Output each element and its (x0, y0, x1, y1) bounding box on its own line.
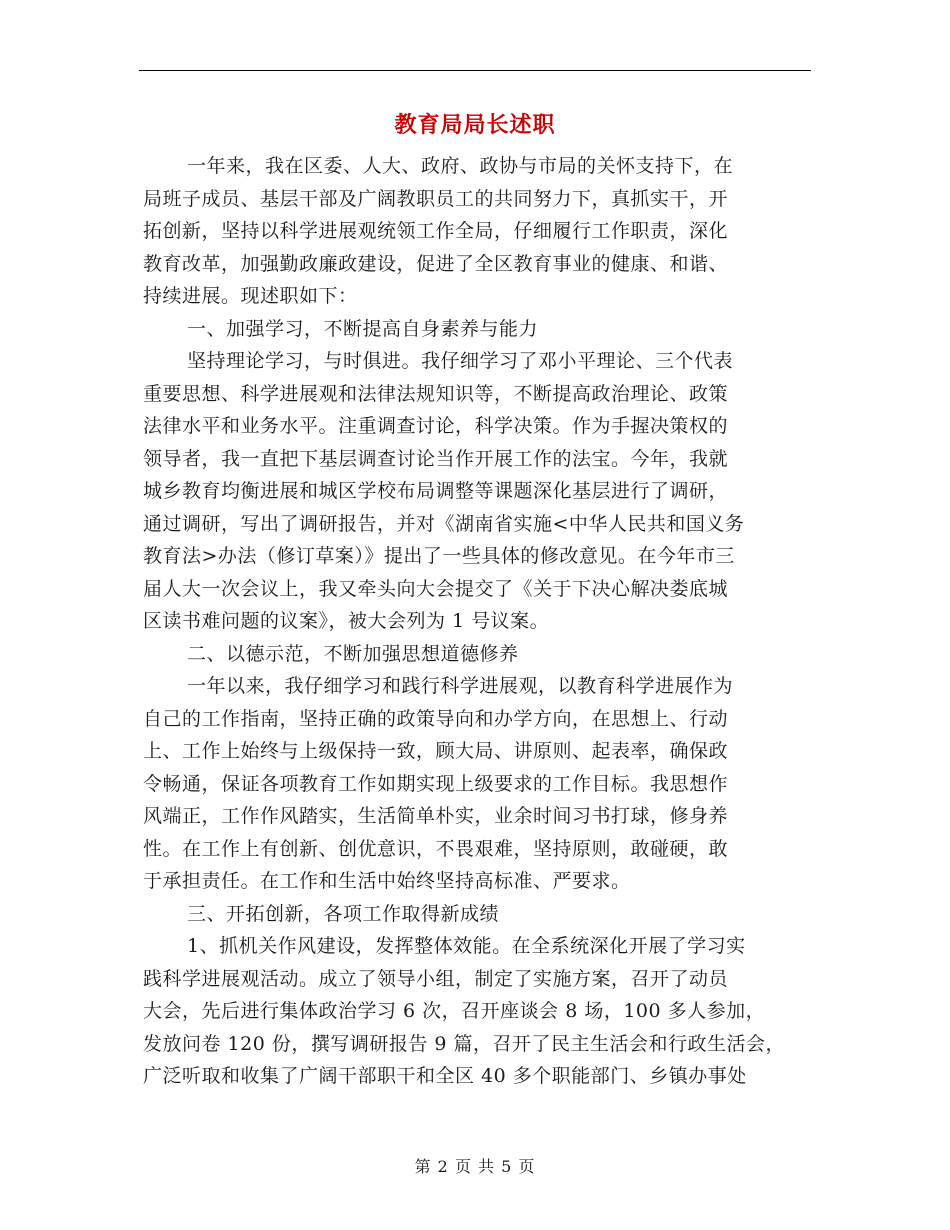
body-line: 一年来，我在区委、人大、政府、政协与市局的关怀支持下，在 (187, 155, 734, 177)
body-line: 届人大一次会议上，我又牵头向大会提交了《关于下决心解决娄底城 (143, 577, 729, 600)
document-title: 教育局局长述职 (394, 112, 556, 138)
body-line: 践科学进展观活动。成立了领导小组，制定了实施方案，召开了动员 (143, 967, 729, 990)
header-rule (139, 70, 811, 71)
body-line: 二、以德示范，不断加强思想道德修养 (187, 642, 519, 665)
body-line: 广泛听取和收集了广阔干部职干和全区 40 多个职能部门、乡镇办事处 (143, 1065, 747, 1087)
body-line: 坚持理论学习，与时俱进。我仔细学习了邓小平理论、三个代表 (187, 350, 734, 372)
body-line: 大会，先后进行集体政治学习 6 次，召开座谈会 8 场，100 多人参加， (143, 1000, 766, 1022)
body-line: 三、开拓创新，各项工作取得新成绩 (187, 902, 500, 925)
body-line: 一年以来，我仔细学习和践行科学进展观，以教育科学进展作为 (187, 675, 734, 697)
body-line: 拓创新，坚持以科学进展观统领工作全局，仔细履行工作职责，深化 (143, 220, 729, 242)
body-line: 局班子成员、基层干部及广阔教职员工的共同努力下，真抓实干，开 (143, 187, 729, 210)
body-line: 教育法>办法（修订草案）》提出了一些具体的修改意见。在今年市三 (143, 545, 735, 567)
body-line: 教育改革，加强勤政廉政建设，促进了全区教育事业的健康、和谐、 (143, 252, 729, 275)
body-line: 城乡教育均衡进展和城区学校布局调整等课题深化基层进行了调研， (143, 480, 729, 502)
body-line: 上、工作上始终与上级保持一致，顾大局、讲原则、起表率，确保政 (143, 740, 729, 762)
body-line: 法律水平和业务水平。注重调查讨论，科学决策。作为手握决策权的 (143, 415, 729, 437)
body-line: 重要思想、科学进展观和法律法规知识等，不断提高政治理论、政策 (143, 382, 729, 405)
body-line: 令畅通，保证各项教育工作如期实现上级要求的工作目标。我思想作 (143, 772, 729, 795)
body-line: 领导者，我一直把下基层调查讨论当作开展工作的法宝。今年，我就 (143, 447, 729, 470)
body-line: 于承担责任。在工作和生活中始终坚持高标准、严要求。 (143, 870, 631, 892)
body-line: 通过调研，写出了调研报告，并对《湖南省实施<中华人民共和国义务 (143, 512, 745, 535)
body-line: 1、抓机关作风建设，发挥整体效能。在全系统深化开展了学习实 (187, 935, 746, 957)
page-footer: 第 2 页 共 5 页 (414, 1157, 536, 1176)
body-line: 发放问卷 120 份，撰写调研报告 9 篇，召开了民主生活会和行政生活会， (143, 1032, 786, 1055)
body-line: 区读书难问题的议案》，被大会列为 1 号议案。 (143, 610, 550, 632)
body-line: 性。在工作上有创新、创优意识，不畏艰难，坚持原则，敢碰硬，敢 (143, 837, 729, 860)
body-line: 自己的工作指南，坚持正确的政策导向和办学方向，在思想上、行动 (143, 707, 729, 730)
body-line: 持续进展。现述职如下： (143, 285, 358, 307)
body-line: 风端正，工作作风踏实，生活简单朴实，业余时间习书打球，修身养 (143, 805, 729, 827)
document-body (143, 150, 823, 1093)
body-line: 一、加强学习，不断提高自身素养与能力 (187, 317, 539, 340)
